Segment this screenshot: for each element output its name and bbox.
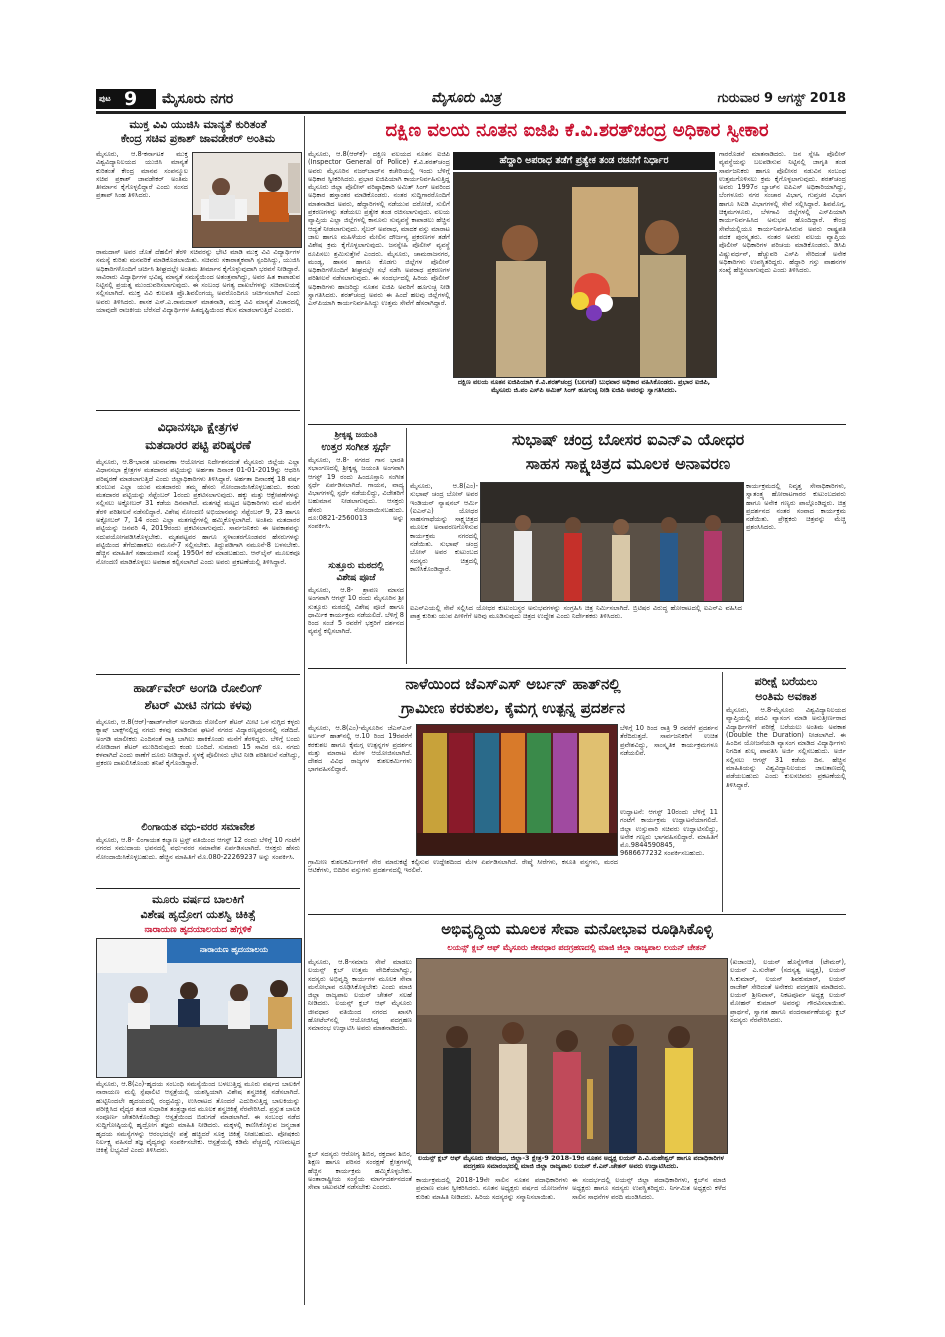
story-headline: ಹಾರ್ಡ್‌ವೇರ್ ಅಂಗಡಿ ರೋಲಿಂಗ್ ಶೆಟರ್ ಮೀಟಿ ನಗದು ಕಳವು [133, 681, 263, 712]
news-photo [96, 938, 302, 1078]
story-body: ಕಾರ್ಯಕ್ರಮದಲ್ಲಿ 2018-19ನೇ ಸಾಲಿನ ನೂತನ ಪದಾಧಿಕಾರಿಗಳು ಪ್ರಮಾಣ ವಚನ ಸ್ವೀಕರಿಸಿದರು. ನೂತನ ಅಧ್ಯಕ್ಷರು ವರ್ಷದ ಯೋಜನೆಗಳ ಕುರಿತು ಮಾಹಿತಿ ನೀಡಿದರು. ಹಿರಿಯ ಸದಸ್ಯರನ್ನು ಸನ್ಮಾನಿಸಲಾಯಿತು. [416, 1176, 568, 1201]
lions-club-event-photo-graphic [417, 959, 727, 1153]
column-divider [304, 116, 305, 1305]
story-body: ಮೈಸೂರು, ಆ.8- ನಗರದ ಗಾನ ಭಾರತಿ ಸಭಾಂಗಣದಲ್ಲಿ ಶ್ರೀಕೃಷ್ಣ ಜಯಂತಿ ಅಂಗವಾಗಿ ಆಗಸ್ಟ್ 19 ರಂದು ಹಿಂದೂಸ್ತಾನಿ ಸಂಗೀತ ಸ್ಪರ್ಧೆ ಏರ್ಪಡಿಸಲಾಗಿದೆ. ಗಾಯನ, ವಾದ್ಯ ವಿಭಾಗಗಳಲ್ಲಿ ಸ್ಪರ್ಧೆ ನಡೆಯಲಿದ್ದು, ವಿಜೇತರಿಗೆ ಬಹುಮಾನ ನೀಡಲಾಗುವುದು. ಆಸಕ್ತರು ಹೆಸರು ನೋಂದಾಯಿಸಬಹುದು. ದೂ:0821-2560013 ಅನ್ನು ಸಂಪರ್ಕಿಸಿ. [308, 456, 404, 531]
story-subhead: ನಾರಾಯಣ ಹೃದಯಾಲಯದ ಹೆಗ್ಗಳಿಕೆ [144, 925, 252, 935]
meeting-photo-graphic [193, 153, 301, 247]
news-photo [480, 482, 744, 602]
lead-subhead: ಹೆದ್ದಾರಿ ಅಪರಾಧ ತಡೆಗೆ ಪ್ರತ್ಯೇಕ ತಂಡ ರಚನೆಗೆ ನಿರ್ಧಾರ [453, 152, 715, 170]
story-body: ಮೈಸೂರು, ಆ.8(ಎಂ)-ಹೃದಯ ಸಂಬಂಧಿ ಸಮಸ್ಯೆಯಿಂದ ಬಳಲುತ್ತಿದ್ದ ಮೂರು ವರ್ಷದ ಬಾಲಕಿಗೆ ನಾರಾಯಣ ಮಲ್ಟಿ ಸ್ಪೆಷಾಲಿಟಿ ಆಸ್ಪತ್ರೆಯಲ್ಲಿ ಯಶಸ್ವಿಯಾಗಿ ವಿಶೇಷ ಶಸ್ತ್ರಚಿಕಿತ್ಸೆ ನಡೆಸಲಾಗಿದೆ. ಹುಟ್ಟಿನಿಂದಲೇ ಹೃದಯದಲ್ಲಿ ರಂಧ್ರವಿದ್ದು, ಉಸಿರಾಟದ ತೊಂದರೆ ಎದುರಿಸುತ್ತಿದ್ದ ಬಾಲಕಿಯನ್ನು ಪರೀಕ್ಷಿಸಿದ ವೈದ್ಯರ ತಂಡ ಸುಧಾರಿತ ತಂತ್ರಜ್ಞಾನದ ಮೂಲಕ ಶಸ್ತ್ರಚಿಕಿತ್ಸೆ ನೆರವೇರಿಸಿದೆ. ಪ್ರಸ್ತುತ ಬಾಲಕಿ ಸಂಪೂರ್ಣ ಚೇತರಿಸಿಕೊಂಡಿದ್ದು ಆಸ್ಪತ್ರೆಯಿಂದ ಬಿಡುಗಡೆ ಮಾಡಲಾಗಿದೆ. ಈ ಸಂಬಂಧ ನಡೆದ ಸುದ್ದಿಗೋಷ್ಠಿಯಲ್ಲಿ ಹೃದ್ರೋಗ ತಜ್ಞರು ಮಾಹಿತಿ ನೀಡಿದರು. ಮಕ್ಕಳಲ್ಲಿ ಕಾಣಿಸಿಕೊಳ್ಳುವ ಜನ್ಮಜಾತ ಹೃದಯ ಸಮಸ್ಯೆಗಳನ್ನು ಆರಂಭದಲ್ಲೇ ಪತ್ತೆ ಹಚ್ಚಿದರೆ ಸೂಕ್ತ ಚಿಕಿತ್ಸೆ ನೀಡಬಹುದು. ಪೋಷಕರು ನಿರ್ಲಕ್ಷ್ಯ ವಹಿಸದೆ ತಜ್ಞ ವೈದ್ಯರನ್ನು ಸಂಪರ್ಕಿಸಬೇಕು. ಆಸ್ಪತ್ರೆಯಲ್ಲಿ ಕಡಿಮೆ ವೆಚ್ಚದಲ್ಲಿ ಗುಣಮಟ್ಟದ ಚಿಕಿತ್ಸೆ ಲಭ್ಯವಿದೆ ಎಂದು ತಿಳಿಸಿದರು. [96, 1080, 300, 1155]
story-body: ಮೈಸೂರು, ಆ.8(ಎಂ)-ಸುಭಾಷ್ ಚಂದ್ರ ಬೋಸ್ ಅವರ ಇಂಡಿಯನ್ ನ್ಯಾಷನಲ್ ಆರ್ಮಿ (ಐಎನ್‌ಎ) ಯೋಧರ ಸಾಹಸಗಾಥೆಯನ್ನು ಸಾಕ್ಷ್ಯಚಿತ್ರದ ಮೂಲಕ ಅನಾವರಣಗೊಳಿಸುವ ಕಾರ್ಯಕ್ರಮ ನಗರದಲ್ಲಿ ನಡೆಯಿತು. ಸುಭಾಷ್ ಚಂದ್ರ ಬೋಸ್ ಅವರ ಕುಟುಂಬದ ಸದಸ್ಯರು ಚಿತ್ರದಲ್ಲಿ ಕಾಣಿಸಿಕೊಂಡಿದ್ದಾರೆ. [410, 482, 478, 573]
divider [96, 410, 300, 411]
news-photo [192, 152, 302, 248]
story-body: ಮೈಸೂರು, ಆ.8(ಎಂ)-ಮೈಸೂರಿನ ಜೆಎಸ್‌ಎಸ್ ಅರ್ಬನ್ ಹಾತ್‌ನಲ್ಲಿ ಆ.10 ರಿಂದ 19ರವರೆಗೆ ಕರಕುಶಲ ಹಾಗೂ ಕೈಮಗ್ಗ ಉತ್ಪನ್ನಗಳ ಪ್ರದರ್ಶನ ಮತ್ತು ಮಾರಾಟ ಮೇಳ ಆಯೋಜಿಸಲಾಗಿದೆ. ದೇಶದ ವಿವಿಧ ರಾಜ್ಯಗಳ ಕುಶಲಕರ್ಮಿಗಳು ಭಾಗವಹಿಸಲಿದ್ದಾರೆ. [308, 724, 412, 774]
story-body: ಐಎನ್‌ಎಯಲ್ಲಿ ಸೇವೆ ಸಲ್ಲಿಸಿದ ಯೋಧರ ಕುಟುಂಬಸ್ಥರ ಅನುಭವಗಳನ್ನು ಸಂಗ್ರಹಿಸಿ ಚಿತ್ರ ನಿರ್ಮಿಸಲಾಗಿದೆ. ಬ್ರಿಟಿಷರ ವಿರುದ್ಧ ಹೋರಾಟದಲ್ಲಿ ಐಎನ್‌ಎ ವಹಿಸಿದ ಪಾತ್ರ ಕುರಿತು ಯುವ ಪೀಳಿಗೆಗೆ ಅರಿವು ಮೂಡಿಸುವುದು ಚಿತ್ರದ ಉದ್ದೇಶ ಎಂದು ನಿರ್ದೇಶಕರು ತಿಳಿಸಿದರು. [410, 604, 742, 621]
page-number: 9 [124, 88, 138, 110]
story-headline: ಮುಕ್ತ ವಿವಿ ಯುಜಿಸಿ ಮಾನ್ಯತೆ ಕುರಿತಂತೆ ಕೇಂದ್ರ ಸಚಿವ ಪ್ರಕಾಶ್ ಜಾವಡೇಕರ್ ಅಂತಿಮ [120, 118, 276, 145]
lead-photo-caption: ದಕ್ಷಿಣ ವಲಯ ನೂತನ ಐಜಿಪಿಯಾಗಿ ಕೆ.ವಿ.ಶರತ್‌ಚಂದ್ರ (ಬಲಗಡೆ) ಬುಧವಾರ ಅಧಿಕಾರ ವಹಿಸಿಕೊಂಡರು. ಪ್ರಭಾರ ಐಜಿಪಿ, ಮೈಸೂರು ಜಿ.ಪಂ ಎಸ್‌ಪಿ ಅಮಿತ್ ಸಿಂಗ್ ಹೂಗುಚ್ಛ ನೀಡಿ ಐಜಿಪಿ ಅವರನ್ನು ಸ್ವಾಗತಿಸಿದರು. [457, 378, 711, 394]
masthead [96, 89, 846, 111]
divider [308, 424, 846, 425]
lead-body-left: ಮೈಸೂರು, ಆ.8(ಆರ್‌ಕೆ)- ದಕ್ಷಿಣ ವಲಯದ ನೂತನ ಐಜಿಪಿ (Inspector General of Police) ಕೆ.ವಿ.ಶರತ್‌ಚಂದ್ರ ಅವರು ಮೈಸೂರಿನ ನಜರ್‌ಬಾದ್‌ನ ಕಚೇರಿಯಲ್ಲಿ ಇಂದು ಬೆಳಿಗ್ಗೆ ಅಧಿಕಾರ ಸ್ವೀಕರಿಸಿದರು. ಪ್ರಭಾರ ಐಜಿಪಿಯಾಗಿ ಕಾರ್ಯನಿರ್ವಹಿಸುತ್ತಿದ್ದ ಮೈಸೂರು ಜಿಲ್ಲಾ ಪೊಲೀಸ್ ವರಿಷ್ಠಾಧಿಕಾರಿ ಅಮಿತ್ ಸಿಂಗ್ ಅವರಿಂದ ಅಧಿಕಾರ ಹಸ್ತಾಂತರ ಮಾಡಿಕೊಂಡರು. ನಂತರ ಸುದ್ದಿಗಾರರೊಂದಿಗೆ ಮಾತನಾಡಿದ ಅವರು, ಹೆದ್ದಾರಿಗಳಲ್ಲಿ ನಡೆಯುವ ದರೋಡೆ, ಸುಲಿಗೆ ಪ್ರಕರಣಗಳನ್ನು ತಡೆಯಲು ಪ್ರತ್ಯೇಕ ತಂಡ ರಚಿಸಲಾಗುವುದು. ವಲಯ ವ್ಯಾಪ್ತಿಯ ಎಲ್ಲಾ ಜಿಲ್ಲೆಗಳಲ್ಲಿ ಕಾನೂನು ಸುವ್ಯವಸ್ಥೆ ಕಾಪಾಡಲು ಹೆಚ್ಚಿನ ಆದ್ಯತೆ ನೀಡಲಾಗುವುದು. ಸೈಬರ್ ಅಪರಾಧ, ಮಾದಕ ವಸ್ತು ಮಾರಾಟ ಜಾಲ ಹಾಗೂ ಮಹಿಳೆಯರ ಮೇಲಿನ ದೌರ್ಜನ್ಯ ಪ್ರಕರಣಗಳ ತಡೆಗೆ ವಿಶೇಷ ಕ್ರಮ ಕೈಗೊಳ್ಳಲಾಗುವುದು. ಜನಸ್ನೇಹಿ ಪೊಲೀಸ್ ವ್ಯವಸ್ಥೆ ರೂಪಿಸಲು ಶ್ರಮಿಸುತ್ತೇನೆ ಎಂದರು. ಮೈಸೂರು, ಚಾಮರಾಜನಗರ, ಮಂಡ್ಯ, ಹಾಸನ ಹಾಗೂ ಕೊಡಗು ಜಿಲ್ಲೆಗಳ ಪೊಲೀಸ್ ಅಧಿಕಾರಿಗಳೊಂದಿಗೆ ಶೀಘ್ರದಲ್ಲೇ ಸಭೆ ನಡೆಸಿ ಅಪರಾಧ ಪ್ರಕರಣಗಳ ಪರಿಶೀಲನೆ ನಡೆಸಲಾಗುವುದು. ಈ ಸಂದರ್ಭದಲ್ಲಿ ಹಿರಿಯ ಪೊಲೀಸ್ ಅಧಿಕಾರಿಗಳು ಹಾಜರಿದ್ದು ನೂತನ ಐಜಿಪಿ ಅವರಿಗೆ ಹೂಗುಚ್ಛ ನೀಡಿ ಸ್ವಾಗತಿಸಿದರು. ಶರತ್‌ಚಂದ್ರ ಅವರು ಈ ಹಿಂದೆ ಹಲವು ಜಿಲ್ಲೆಗಳಲ್ಲಿ ಎಸ್‌ಪಿಯಾಗಿ ಕಾರ್ಯನಿರ್ವಹಿಸಿದ್ದು ಉತ್ತಮ ಸೇವೆಗೆ ಹೆಸರಾಗಿದ್ದಾರೆ. [308, 150, 450, 308]
story-headline: ಅಭಿವೃದ್ಧಿಯ ಮೂಲಕ ಸೇವಾ ಮನೋಭಾವ ರೂಢಿಸಿಕೊಳ್ಳಿ [441, 920, 713, 938]
ina-event-photo-graphic [481, 483, 743, 601]
divider [96, 674, 300, 675]
photo-caption: ಲಯನ್ಸ್ ಕ್ಲಬ್ ಆಫ್ ಮೈಸೂರು ಜೀವಧಾರ, ಜಿಲ್ಲಾ-3 ಕ್ಷೇತ್ರ-9 2018-19ರ ನೂತನ ಅಧ್ಯಕ್ಷ ಲಯನ್ ಪಿ.ವಿ.ಮಹೇಶ್ವರ್ ಹಾಗೂ ಪದಾಧಿಕಾರಿಗಳ ಪದಗ್ರಹಣ ಸಮಾರಂಭದಲ್ಲಿ ಮಾಜಿ ಜಿಲ್ಲಾ ರಾಜ್ಯಪಾಲ ಲಯನ್ ಕೆ.ಎನ್.ಚೇತನ್ ಅವರು ಉದ್ಘಾಟಿಸಿದರು. [418, 1154, 724, 1170]
story-headline: ನಾಳೆಯಿಂದ ಜೆಎಸ್‌ಎಸ್ ಅರ್ಬನ್ ಹಾತ್‌ನಲ್ಲಿ ಗ್ರಾಮೀಣ ಕರಕುಶಲ, ಕೈಮಗ್ಗ ಉತ್ಪನ್ನ ಪ್ರದರ್ಶನ [401, 675, 625, 717]
section-name: ಮೈಸೂರು ನಗರ [162, 91, 234, 107]
story-body: ಗ್ರಾಮೀಣ ಕುಶಲಕರ್ಮಿಗಳಿಗೆ ನೇರ ಮಾರುಕಟ್ಟೆ ಕಲ್ಪಿಸುವ ಉದ್ದೇಶದಿಂದ ಮೇಳ ಏರ್ಪಡಿಸಲಾಗಿದೆ. ರೇಷ್ಮೆ ಸೀರೆಗಳು, ಕಸೂತಿ ವಸ್ತ್ರಗಳು, ಮರದ ಆಟಿಕೆಗಳು, ಬಿದಿರಿನ ವಸ್ತುಗಳು ಪ್ರದರ್ಶನದಲ್ಲಿ ಇರಲಿವೆ. [308, 858, 618, 875]
music-kicker: ಶ್ರೀಕೃಷ್ಣ ಜಯಂತಿ [334, 430, 378, 439]
story-body: ಬೆಳಿಗ್ಗೆ 10 ರಿಂದ ರಾತ್ರಿ 9 ರವರೆಗೆ ಪ್ರದರ್ಶನ ತೆರೆದಿರುತ್ತದೆ. ಸಾರ್ವಜನಿಕರಿಗೆ ಉಚಿತ ಪ್ರವೇಶವಿದ್ದು, ಸಾಂಸ್ಕೃತಿಕ ಕಾರ್ಯಕ್ರಮಗಳೂ ನಡೆಯಲಿವೆ. [620, 724, 718, 757]
story-body: ಮೈಸೂರು, ಆ.8- ಶ್ರಾವಣ ಮಾಸದ ಅಂಗವಾಗಿ ಆಗಸ್ಟ್ 10 ರಂದು ಮೈಸೂರಿನ ಶ್ರೀ ಸುತ್ತೂರು ಮಠದಲ್ಲಿ ವಿಶೇಷ ಪೂಜೆ ಹಾಗೂ ಧಾರ್ಮಿಕ ಕಾರ್ಯಕ್ರಮ ನಡೆಯಲಿದೆ. ಬೆಳಿಗ್ಗೆ 8 ರಿಂದ ಸಂಜೆ 5 ರವರೆಗೆ ಭಕ್ತರಿಗೆ ದರ್ಶನದ ವ್ಯವಸ್ಥೆ ಕಲ್ಪಿಸಲಾಗಿದೆ. [308, 586, 404, 636]
story-body: ಮೈಸೂರು, ಆ.8-ಸಮಾಜ ಸೇವೆ ಮಾಡಲು ಲಯನ್ಸ್ ಕ್ಲಬ್ ಉತ್ತಮ ವೇದಿಕೆಯಾಗಿದ್ದು, ಸದಸ್ಯರು ಅಭಿವೃದ್ಧಿ ಕಾರ್ಯಗಳ ಮೂಲಕ ಸೇವಾ ಮನೋಭಾವ ರೂಢಿಸಿಕೊಳ್ಳಬೇಕು ಎಂದು ಮಾಜಿ ಜಿಲ್ಲಾ ರಾಜ್ಯಪಾಲ ಲಯನ್ ಚೇತನ್ ಸಲಹೆ ನೀಡಿದರು. ಲಯನ್ಸ್ ಕ್ಲಬ್ ಆಫ್ ಮೈಸೂರು ಜೀವಧಾರ ವತಿಯಿಂದ ನಗರದ ಖಾಸಗಿ ಹೋಟೆಲ್‌ನಲ್ಲಿ ಆಯೋಜಿಸಿದ್ದ ಪದಗ್ರಹಣ ಸಮಾರಂಭ ಉದ್ಘಾಟಿಸಿ ಅವರು ಮಾತನಾಡಿದರು. [308, 958, 412, 1033]
story-body: ಮೈಸೂರು, ಆ.8-ಭಾರತ ಚುನಾವಣಾ ಆಯೋಗದ ನಿರ್ದೇಶನದಂತೆ ಮೈಸೂರು ಜಿಲ್ಲೆಯ ಎಲ್ಲಾ ವಿಧಾನಸಭಾ ಕ್ಷೇತ್ರಗಳ ಮತದಾರರ ಪಟ್ಟಿಯನ್ನು ಅರ್ಹತಾ ದಿನಾಂಕ 01-01-2019ನ್ನು ಆಧರಿಸಿ ಪರಿಷ್ಕರಣೆ ಮಾಡಲಾಗುತ್ತಿದೆ ಎಂದು ಜಿಲ್ಲಾಧಿಕಾರಿಗಳು ತಿಳಿಸಿದ್ದಾರೆ. ಅರ್ಹತಾ ದಿನಾಂಕಕ್ಕೆ 18 ವರ್ಷ ತುಂಬುವ ಎಲ್ಲಾ ಯುವ ಮತದಾರರು ತಮ್ಮ ಹೆಸರು ನೋಂದಾಯಿಸಿಕೊಳ್ಳಬಹುದು. ಕರಡು ಮತದಾರರ ಪಟ್ಟಿಯನ್ನು ಸೆಪ್ಟೆಂಬರ್ 1ರಂದು ಪ್ರಕಟಿಸಲಾಗುವುದು. ಹಕ್ಕು ಮತ್ತು ಆಕ್ಷೇಪಣೆಗಳನ್ನು ಸಲ್ಲಿಸಲು ಅಕ್ಟೋಬರ್ 31 ಕಡೆಯ ದಿನವಾಗಿದೆ. ಮತಗಟ್ಟೆ ಮಟ್ಟದ ಅಧಿಕಾರಿಗಳು ಮನೆ ಮನೆಗೆ ತೆರಳಿ ಪರಿಶೀಲನೆ ನಡೆಸಲಿದ್ದಾರೆ. ವಿಶೇಷ ನೋಂದಣಿ ಅಭಿಯಾನವನ್ನು ಸೆಪ್ಟೆಂಬರ್ 9, 23 ಹಾಗೂ ಅಕ್ಟೋಬರ್ 7, 14 ರಂದು ಎಲ್ಲಾ ಮತಗಟ್ಟೆಗಳಲ್ಲಿ ಹಮ್ಮಿಕೊಳ್ಳಲಾಗಿದೆ. ಅಂತಿಮ ಮತದಾರರ ಪಟ್ಟಿಯನ್ನು ಜನವರಿ 4, 2019ರಂದು ಪ್ರಕಟಿಸಲಾಗುವುದು. ಸಾರ್ವಜನಿಕರು ಈ ಅವಕಾಶವನ್ನು ಸದುಪಯೋಗಪಡಿಸಿಕೊಳ್ಳಬೇಕು. ಮೃತಪಟ್ಟವರ ಹಾಗೂ ಸ್ಥಳಾಂತರಗೊಂಡವರ ಹೆಸರುಗಳನ್ನು ಪಟ್ಟಿಯಿಂದ ತೆಗೆದುಹಾಕಲು ನಮೂನೆ-7 ಸಲ್ಲಿಸಬೇಕು. ತಿದ್ದುಪಡಿಗಾಗಿ ನಮೂನೆ-8 ಬಳಸಬೇಕು. ಹೆಚ್ಚಿನ ಮಾಹಿತಿಗೆ ಸಹಾಯವಾಣಿ ಸಂಖ್ಯೆ 1950ಗೆ ಕರೆ ಮಾಡಬಹುದು. ಆನ್‌ಲೈನ್ ಮೂಲಕವೂ ನೋಂದಣಿ ಮಾಡಿಕೊಳ್ಳಲು ಅವಕಾಶ ಕಲ್ಪಿಸಲಾಗಿದೆ ಎಂದು ಅವರು ಪ್ರಕಟಣೆಯಲ್ಲಿ ತಿಳಿಸಿದ್ದಾರೆ. [96, 458, 300, 566]
column-divider [722, 672, 723, 912]
story-headline: ವಿಧಾನಸಭಾ ಕ್ಷೇತ್ರಗಳ ಮತದಾರರ ಪಟ್ಟಿ ಪರಿಷ್ಕರಣೆ [145, 420, 251, 452]
story-body: ರಾಮದಾಸ್ ಅವರ ಜೊತೆ ದೆಹಲಿಗೆ ತೆರಳಿ ಸಚಿವರನ್ನು ಭೇಟಿ ಮಾಡಿ ಮುಕ್ತ ವಿವಿ ವಿದ್ಯಾರ್ಥಿಗಳ ಸಮಸ್ಯೆ ಕುರಿತು ಮನವರಿಕೆ ಮಾಡಿಕೊಡಲಾಯಿತು. ಸಚಿವರು ಸಕಾರಾತ್ಮಕವಾಗಿ ಸ್ಪಂದಿಸಿದ್ದು, ಯುಜಿಸಿ ಅಧಿಕಾರಿಗಳೊಂದಿಗೆ ಚರ್ಚಿಸಿ ಶೀಘ್ರದಲ್ಲೇ ಅಂತಿಮ ತೀರ್ಮಾನ ಕೈಗೊಳ್ಳುವುದಾಗಿ ಭರವಸೆ ನೀಡಿದ್ದಾರೆ. ಸಾವಿರಾರು ವಿದ್ಯಾರ್ಥಿಗಳ ಭವಿಷ್ಯ ಮಾನ್ಯತೆ ಸಮಸ್ಯೆಯಿಂದ ಅತಂತ್ರವಾಗಿದ್ದು, ಅವರ ಹಿತ ಕಾಪಾಡುವ ನಿಟ್ಟಿನಲ್ಲಿ ಪ್ರಯತ್ನ ಮುಂದುವರಿಸಲಾಗುವುದು. ಈ ಸಂಬಂಧ ಅಗತ್ಯ ದಾಖಲೆಗಳನ್ನು ಸಚಿವಾಲಯಕ್ಕೆ ಸಲ್ಲಿಸಲಾಗಿದೆ. ಮುಕ್ತ ವಿವಿ ಕುಲಪತಿ ಪ್ರೊ.ಶಿವಲಿಂಗಯ್ಯ ಅವರೊಂದಿಗೂ ಚರ್ಚಿಸಲಾಗಿದೆ ಎಂದು ಅವರು ತಿಳಿಸಿದರು. ಶಾಸಕ ಎಸ್.ಎ.ರಾಮದಾಸ್ ಮಾತನಾಡಿ, ಮುಕ್ತ ವಿವಿ ಮಾನ್ಯತೆ ವಿಚಾರದಲ್ಲಿ ಯಾವುದೇ ರಾಜಕೀಯ ಬೆರೆಸದೆ ವಿದ್ಯಾರ್ಥಿಗಳ ಹಿತದೃಷ್ಟಿಯಿಂದ ಕೆಲಸ ಮಾಡಲಾಗುತ್ತಿದೆ ಎಂದರು. [96, 248, 300, 315]
divider [96, 888, 300, 889]
divider [308, 668, 846, 669]
lead-photo [453, 172, 717, 378]
newspaper-name: ಮೈಸೂರು ಮಿತ್ರ [431, 90, 501, 106]
masthead-rule [96, 111, 846, 114]
handloom-textiles-photo-graphic [417, 725, 617, 855]
story-headline: ಉತ್ತರ ಸಂಗೀತ ಸ್ಪರ್ಧೆ [321, 442, 391, 453]
story-body: ಕ್ಲಬ್ ಸದಸ್ಯರು ಆರೋಗ್ಯ ಶಿಬಿರ, ರಕ್ತದಾನ ಶಿಬಿರ, ಶಿಕ್ಷಣ ಹಾಗೂ ಪರಿಸರ ಸಂರಕ್ಷಣೆ ಕ್ಷೇತ್ರಗಳಲ್ಲಿ ಹೆಚ್ಚಿನ ಕಾರ್ಯಕ್ರಮ ಹಮ್ಮಿಕೊಳ್ಳಬೇಕು. ಅಂತಾರಾಷ್ಟ್ರೀಯ ಸಂಸ್ಥೆಯ ಮಾರ್ಗದರ್ಶನದಂತೆ ಸೇವಾ ಚಟುವಟಿಕೆ ನಡೆಸಬೇಕು ಎಂದರು. [308, 1150, 412, 1192]
lead-headline: ದಕ್ಷಿಣ ವಲಯ ನೂತನ ಐಜಿಪಿ ಕೆ.ವಿ.ಶರತ್‌ಚಂದ್ರ ಅಧಿಕಾರ ಸ್ವೀಕಾರ [308, 116, 846, 146]
story-body: ಈ ಸಂದರ್ಭದಲ್ಲಿ ಲಯನ್ಸ್ ಜಿಲ್ಲಾ ಪದಾಧಿಕಾರಿಗಳು, ಕ್ಲಬ್‌ನ ಮಾಜಿ ಅಧ್ಯಕ್ಷರು ಹಾಗೂ ಸದಸ್ಯರು ಉಪಸ್ಥಿತರಿದ್ದರು. ನಿರ್ಗಮಿತ ಅಧ್ಯಕ್ಷರು ಕಳೆದ ಸಾಲಿನ ಸಾಧನೆಗಳ ವರದಿ ಮಂಡಿಸಿದರು. [572, 1176, 726, 1201]
column-divider [406, 428, 407, 664]
photo-banner-text: ನಾರಾಯಣ ಹೃದಯಾಲಯ [199, 945, 269, 954]
story-body [730, 1194, 846, 1300]
page-number-box [96, 89, 156, 109]
story-headline: ಲಿಂಗಾಯತ ವಧು-ವರರ ಸಮಾವೇಶ [141, 822, 255, 833]
story-body: ಕಾರ್ಯಕ್ರಮದಲ್ಲಿ ನಿವೃತ್ತ ಸೇನಾಧಿಕಾರಿಗಳು, ಸ್ವಾತಂತ್ರ್ಯ ಹೋರಾಟಗಾರರ ಕುಟುಂಬದವರು ಹಾಗೂ ಅನೇಕ ಗಣ್ಯರು ಪಾಲ್ಗೊಂಡಿದ್ದರು. ಚಿತ್ರ ಪ್ರದರ್ಶನದ ನಂತರ ಸಂವಾದ ಕಾರ್ಯಕ್ರಮ ನಡೆಯಿತು. ಪ್ರೇಕ್ಷಕರು ಚಿತ್ರವನ್ನು ಮೆಚ್ಚಿ ಪ್ರಶಂಸಿಸಿದರು. [746, 482, 846, 532]
story-body: ಉದ್ಘಾಟನೆ: ಆಗಸ್ಟ್ 10ರಂದು ಬೆಳಿಗ್ಗೆ 11 ಗಂಟೆಗೆ ಕಾರ್ಯಕ್ರಮ ಉದ್ಘಾಟನೆಯಾಗಲಿದೆ. ಜಿಲ್ಲಾ ಉಸ್ತುವಾರಿ ಸಚಿವರು ಉದ್ಘಾಟಿಸಲಿದ್ದು, ಅನೇಕ ಗಣ್ಯರು ಭಾಗವಹಿಸಲಿದ್ದಾರೆ. ಮಾಹಿತಿಗೆ ಮೊ.9844590845, 9686677232 ಸಂಪರ್ಕಿಸಬಹುದು. [620, 808, 718, 858]
story-body: ಮೈಸೂರು, ಆ.8-ಮೈಸೂರು ವಿಶ್ವವಿದ್ಯಾನಿಲಯದ ವ್ಯಾಪ್ತಿಯಲ್ಲಿ ಪದವಿ ವ್ಯಾಸಂಗ ಮಾಡಿ ಅನುತ್ತೀರ್ಣರಾದ ವಿದ್ಯಾರ್ಥಿಗಳಿಗೆ ಪರೀಕ್ಷೆ ಬರೆಯಲು ಅಂತಿಮ ಅವಕಾಶ (Double the Duration) ನೀಡಲಾಗಿದೆ. ಈ ಹಿಂದಿನ ಯೋಜನೆಯಡಿ ವ್ಯಾಸಂಗ ಮಾಡಿದ ವಿದ್ಯಾರ್ಥಿಗಳು ನಿಗದಿತ ಶುಲ್ಕ ಪಾವತಿಸಿ ಅರ್ಜಿ ಸಲ್ಲಿಸಬಹುದು. ಅರ್ಜಿ ಸಲ್ಲಿಸಲು ಆಗಸ್ಟ್ 31 ಕಡೆಯ ದಿನ. ಹೆಚ್ಚಿನ ಮಾಹಿತಿಯನ್ನು ವಿಶ್ವವಿದ್ಯಾನಿಲಯದ ಜಾಲತಾಣದಲ್ಲಿ ಪಡೆಯಬಹುದು ಎಂದು ಕುಲಸಚಿವರು ಪ್ರಕಟಣೆಯಲ್ಲಿ ತಿಳಿಸಿದ್ದಾರೆ. [726, 706, 846, 789]
page-label: ಪುಟ [99, 94, 111, 103]
story-body: (ಖಜಾಂಚಿ), ಲಯನ್ ಹೊನ್ನೇಗೌಡ (ಟೇಮರ್), ಲಯನ್ ಎ.ಸುರೇಶ್ (ಸದಸ್ಯತ್ವ ಅಧ್ಯಕ್ಷ), ಲಯನ್ ಸಿ.ಕುಮಾರ್, ಲಯನ್ ಶಿವಕುಮಾರ್, ಲಯನ್ ರಾಜೇಶ್ ಸೇರಿದಂತೆ ಅನೇಕರು ಪದಗ್ರಹಣ ಮಾಡಿದರು. ಲಯನ್ ಶ್ರೀನಿವಾಸ್, ನಿಕಟಪೂರ್ವ ಅಧ್ಯಕ್ಷ ಲಯನ್ ಮೋಹನ್ ಕುಮಾರ್ ಅವರನ್ನು ಗೌರವಿಸಲಾಯಿತು. ಪ್ರಾರ್ಥನೆ, ಸ್ವಾಗತ ಹಾಗೂ ವಂದನಾರ್ಪಣೆಯನ್ನು ಕ್ಲಬ್ ಸದಸ್ಯರು ನೆರವೇರಿಸಿದರು. [730, 958, 846, 1025]
story-subhead: ಲಯನ್ಸ್ ಕ್ಲಬ್ ಆಫ್ ಮೈಸೂರು ಜೀವಧಾರ ಪದಗ್ರಹಣದಲ್ಲಿ ಮಾಜಿ ಜಿಲ್ಲಾ ರಾಜ್ಯಪಾಲ ಲಯನ್ ಚೇತನ್ [447, 943, 707, 952]
story-headline: ಪರೀಕ್ಷೆ ಬರೆಯಲು ಅಂತಿಮ ಅವಕಾಶ [754, 675, 818, 703]
divider [308, 914, 846, 915]
edition-date: ಗುರುವಾರ 9 ಆಗಸ್ಟ್ 2018 [717, 91, 846, 106]
story-body: ಮೈಸೂರು, ಆ.8- ಲಿಂಗಾಯತ ಕಲ್ಯಾಣ ಟ್ರಸ್ಟ್ ವತಿಯಿಂದ ಆಗಸ್ಟ್ 12 ರಂದು ಬೆಳಿಗ್ಗೆ 10 ಗಂಟೆಗೆ ನಗರದ ಸಮುದಾಯ ಭವನದಲ್ಲಿ ವಧು-ವರರ ಸಮಾವೇಶ ಏರ್ಪಡಿಸಲಾಗಿದೆ. ಆಸಕ್ತರು ಹೆಸರು ನೋಂದಾಯಿಸಿಕೊಳ್ಳಬಹುದು. ಹೆಚ್ಚಿನ ಮಾಹಿತಿಗೆ ಮೊ.080-22269237 ಅನ್ನು ಸಂಪರ್ಕಿಸಿ. [96, 836, 300, 861]
story-body: ಮೈಸೂರು, ಆ.8(ಆರ್)-ಹಾರ್ಡ್‌ವೇರ್ ಅಂಗಡಿಯ ರೋಲಿಂಗ್ ಶೆಟರ್ ಮೀಟಿ ಒಳ ನುಗ್ಗಿದ ಕಳ್ಳರು ಕ್ಯಾಷ್ ಬಾಕ್ಸ್‌ನಲ್ಲಿದ್ದ ನಗದು ಕಳವು ಮಾಡಿರುವ ಘಟನೆ ನಗರದ ವಿದ್ಯಾರಣ್ಯಪುರಂನಲ್ಲಿ ನಡೆದಿದೆ. ಅಂಗಡಿ ಮಾಲೀಕರು ಎಂದಿನಂತೆ ರಾತ್ರಿ ಬಾಗಿಲು ಹಾಕಿಕೊಂಡು ಮನೆಗೆ ತೆರಳಿದ್ದರು. ಬೆಳಿಗ್ಗೆ ಬಂದು ನೋಡಿದಾಗ ಶೆಟರ್ ಮುರಿದಿರುವುದು ಕಂಡು ಬಂದಿದೆ. ಸುಮಾರು 15 ಸಾವಿರ ರೂ. ನಗದು ಕಳವಾಗಿದೆ ಎಂದು ಠಾಣೆಗೆ ದೂರು ನೀಡಿದ್ದಾರೆ. ಸ್ಥಳಕ್ಕೆ ಪೊಲೀಸರು ಭೇಟಿ ನೀಡಿ ಪರಿಶೀಲನೆ ನಡೆಸಿದ್ದು, ಪ್ರಕರಣ ದಾಖಲಿಸಿಕೊಂಡು ತನಿಖೆ ಕೈಗೊಂಡಿದ್ದಾರೆ. [96, 718, 300, 768]
hospital-press-photo-graphic [97, 939, 301, 1077]
story-headline: ಸುಭಾಷ್ ಚಂದ್ರ ಬೋಸರ ಐಎನ್‌ಎ ಯೋಧರ ಸಾಹಸ ಸಾಕ್ಷ್ಯಚಿತ್ರದ ಮೂಲಕ ಅನಾವರಣ [511, 430, 745, 473]
officers-photo-graphic [454, 173, 716, 377]
story-body: ಮೈಸೂರು, ಆ.8-ಕರ್ನಾಟಕ ಮುಕ್ತ ವಿಶ್ವವಿದ್ಯಾನಿಲಯದ ಯುಜಿಸಿ ಮಾನ್ಯತೆ ಕುರಿತಂತೆ ಕೇಂದ್ರ ಮಾನವ ಸಂಪನ್ಮೂಲ ಸಚಿವ ಪ್ರಕಾಶ್ ಜಾವಡೇಕರ್ ಅಂತಿಮ ತೀರ್ಮಾನ ಕೈಗೊಳ್ಳಲಿದ್ದಾರೆ ಎಂದು ಸಂಸದ ಪ್ರತಾಪ್ ಸಿಂಹ ತಿಳಿಸಿದರು. [96, 150, 188, 200]
news-photo [416, 724, 618, 856]
story-headline: ಮೂರು ವರ್ಷದ ಬಾಲಕಿಗೆ ವಿಶೇಷ ಹೃದ್ರೋಗ ಯಶಸ್ವಿ ಚಿಕಿತ್ಸೆ [140, 893, 256, 921]
story-headline: ಸುತ್ತೂರು ಮಠದಲ್ಲಿ ವಿಶೇಷ ಪೂಜೆ [328, 561, 384, 583]
news-photo [416, 958, 728, 1154]
lead-body-right: ಗಾರರೊಡನೆ ಮಾತನಾಡಿದರು. ಜನ ಸ್ನೇಹಿ ಪೊಲೀಸ್ ವ್ಯವಸ್ಥೆಯನ್ನು ಬಲಪಡಿಸುವ ನಿಟ್ಟಿನಲ್ಲಿ ಜಾಗೃತಿ ತಂಡ ಸಾರ್ವಜನಿಕರು ಹಾಗೂ ಪೊಲೀಸರ ನಡುವಿನ ಸಂಬಂಧ ಉತ್ತಮಗೊಳಿಸಲು ಕ್ರಮ ಕೈಗೊಳ್ಳಲಾಗುವುದು. ಶರತ್‌ಚಂದ್ರ ಅವರು 1997ರ ಬ್ಯಾಚ್‌ನ ಐಪಿಎಸ್ ಅಧಿಕಾರಿಯಾಗಿದ್ದು, ಬೆಂಗಳೂರು ನಗರ ಸಂಚಾರ ವಿಭಾಗ, ಗುಪ್ತಚರ ವಿಭಾಗ ಹಾಗೂ ಸಿಐಡಿ ವಿಭಾಗಗಳಲ್ಲಿ ಸೇವೆ ಸಲ್ಲಿಸಿದ್ದಾರೆ. ಶಿವಮೊಗ್ಗ, ಚಿಕ್ಕಮಗಳೂರು, ಬೆಳಗಾವಿ ಜಿಲ್ಲೆಗಳಲ್ಲಿ ಎಸ್‌ಪಿಯಾಗಿ ಕಾರ್ಯನಿರ್ವಹಿಸಿದ ಅನುಭವ ಹೊಂದಿದ್ದಾರೆ. ಕೇಂದ್ರ ಸೇವೆಯಲ್ಲಿಯೂ ಕಾರ್ಯನಿರ್ವಹಿಸಿರುವ ಅವರು ರಾಷ್ಟ್ರಪತಿ ಪದಕ ಪುರಸ್ಕೃತರು. ನಂತರ ಅವರು ವಲಯ ವ್ಯಾಪ್ತಿಯ ಪೊಲೀಸ್ ಅಧಿಕಾರಿಗಳ ಪರಿಚಯ ಮಾಡಿಕೊಂಡರು. ಡಿಸಿಪಿ ವಿಷ್ಣುವರ್ಧನ್, ಹೆಚ್ಚುವರಿ ಎಸ್‌ಪಿ ಸೇರಿದಂತೆ ಅನೇಕ ಅಧಿಕಾರಿಗಳು ಉಪಸ್ಥಿತರಿದ್ದರು. ಹೆದ್ದಾರಿ ಗಸ್ತು ವಾಹನಗಳ ಸಂಖ್ಯೆ ಹೆಚ್ಚಿಸಲಾಗುವುದು ಎಂದು ತಿಳಿಸಿದರು. [719, 150, 846, 275]
